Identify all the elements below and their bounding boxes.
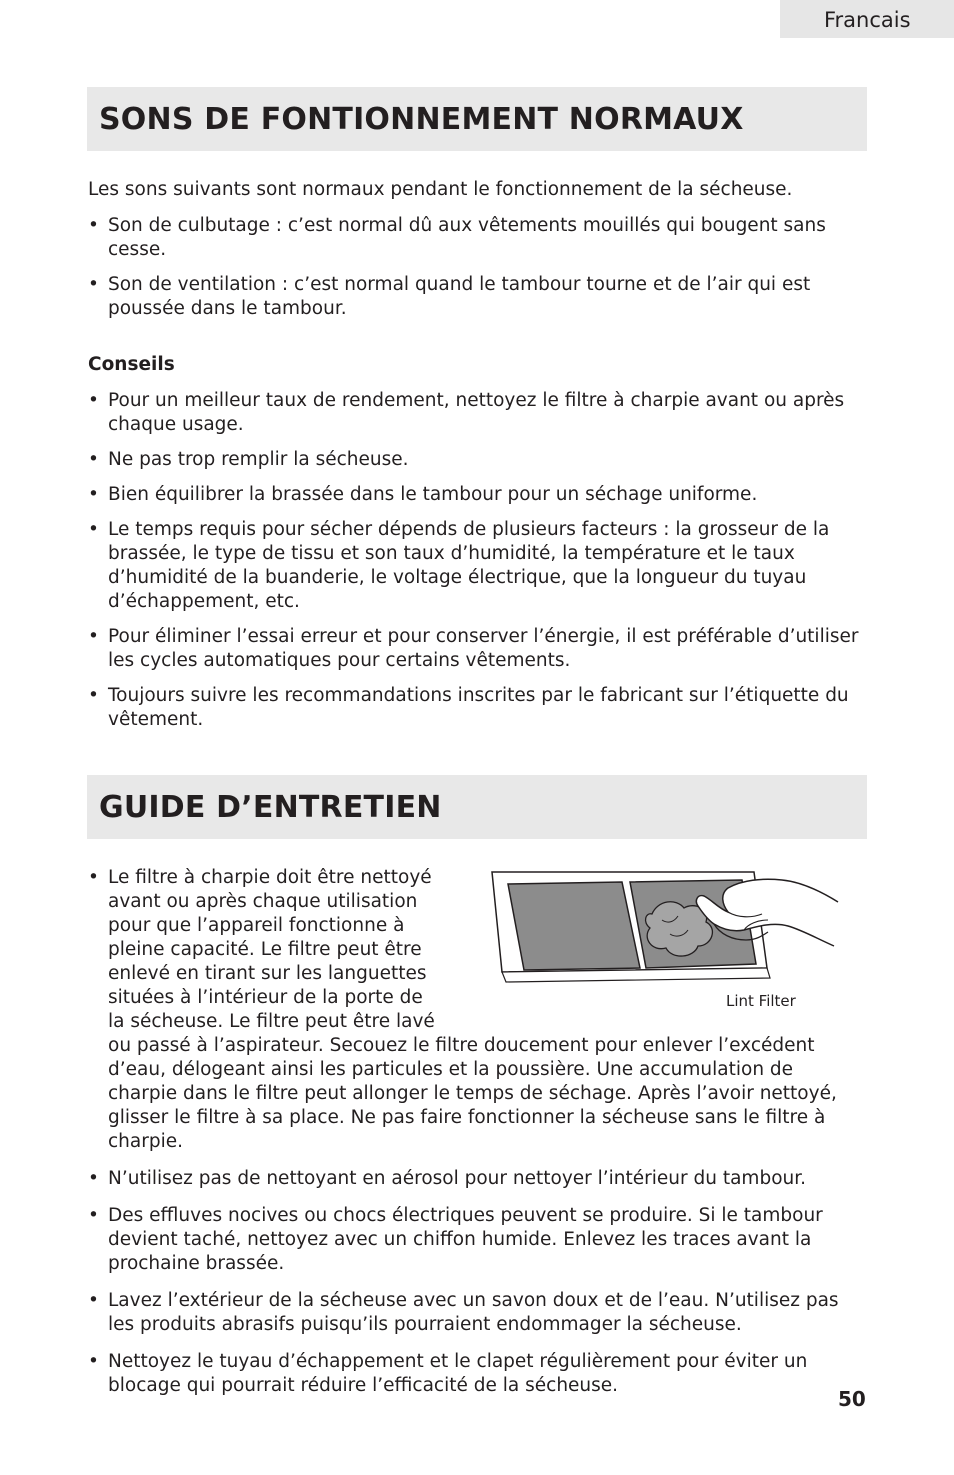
- list-item-text: Le filtre à charpie doit être nettoyé avant ou après chaque utilisation pour que l’appareil fonctionne à pleine capacité. Le filtre peut être enlevé en tirant sur les languettes situées à l’intérieur de la porte de la sécheuse. Le filtre peut être lavé ou passé à l’aspirateur. Secouez le filtre doucement pour enlever l’excédent d’eau, délogeant ainsi les particules et la poussière. Une accumulation de charpie dans le filtre peut allonger le temps de séchage. Après l’avoir nettoyé, glisser le filtre à sa place. Ne pas faire fonctionner la sécheuse sans le filtre à charpie.: [108, 867, 837, 1152]
- section-header-normal-sounds: [87, 87, 867, 151]
- list-item: • Pour éliminer l’essai erreur et pour conserver l’énergie, il est préférable d’utiliser les cycles automatiques pour certains vêtements.: [88, 625, 870, 673]
- list-item: • Toujours suivre les recommandations inscrites par le fabricant sur l’étiquette du vêtement.: [88, 684, 870, 732]
- list-item: • Le temps requis pour sécher dépends de plusieurs facteurs : la grosseur de la brassée, le type de tissu et son taux d’humidité, la température et le taux d’humidité de la buanderie, le voltage électrique, que la longueur du tuyau d’échappement, etc.: [88, 518, 838, 614]
- list-item: • Ne pas trop remplir la sécheuse.: [88, 448, 870, 472]
- sounds-list: [88, 214, 870, 321]
- language-tab: Francais: [780, 0, 954, 38]
- tips-heading: Conseils: [88, 354, 175, 375]
- section-title-normal-sounds: SONS DE FONTIONNEMENT NORMAUX: [99, 102, 744, 137]
- tips-list: [88, 389, 870, 732]
- list-item: • Nettoyez le tuyau d’échappement et le clapet régulièrement pour éviter un blocage qui pourrait réduire l’efficacité de la sécheuse.: [88, 1350, 848, 1398]
- section-header-maintenance-guide: [87, 775, 867, 839]
- maintenance-list: [88, 866, 870, 1398]
- page-number: 50: [838, 1387, 866, 1411]
- list-item: • Son de ventilation : c’est normal quand le tambour tourne et de l’air qui est poussée dans le tambour.: [88, 273, 843, 321]
- list-item: • Bien équilibrer la brassée dans le tambour pour un séchage uniforme.: [88, 483, 870, 507]
- list-item: • N’utilisez pas de nettoyant en aérosol pour nettoyer l’intérieur du tambour.: [88, 1167, 870, 1191]
- intro-text: Les sons suivants sont normaux pendant le fonctionnement de la sécheuse.: [88, 179, 793, 200]
- list-item: • Pour un meilleur taux de rendement, nettoyez le filtre à charpie avant ou après chaque usage.: [88, 389, 858, 437]
- list-item: • Des effluves nocives ou chocs électriques peuvent se produire. Si le tambour devient taché, nettoyez avec un chiffon humide. Enlevez les traces avant la prochaine brassée.: [88, 1204, 848, 1276]
- list-item: • Lavez l’extérieur de la sécheuse avec un savon doux et de l’eau. N’utilisez pas les produits abrasifs puisqu’ils pourraient endommager la sécheuse.: [88, 1289, 868, 1337]
- list-item: [88, 866, 868, 1154]
- list-item: • Son de culbutage : c’est normal dû aux vêtements mouillés qui bougent sans cesse.: [88, 214, 843, 262]
- figure-float-spacer: [444, 866, 868, 1032]
- figure-caption: Lint Filter: [726, 992, 796, 1010]
- section-title-maintenance-guide: GUIDE D’ENTRETIEN: [99, 790, 442, 825]
